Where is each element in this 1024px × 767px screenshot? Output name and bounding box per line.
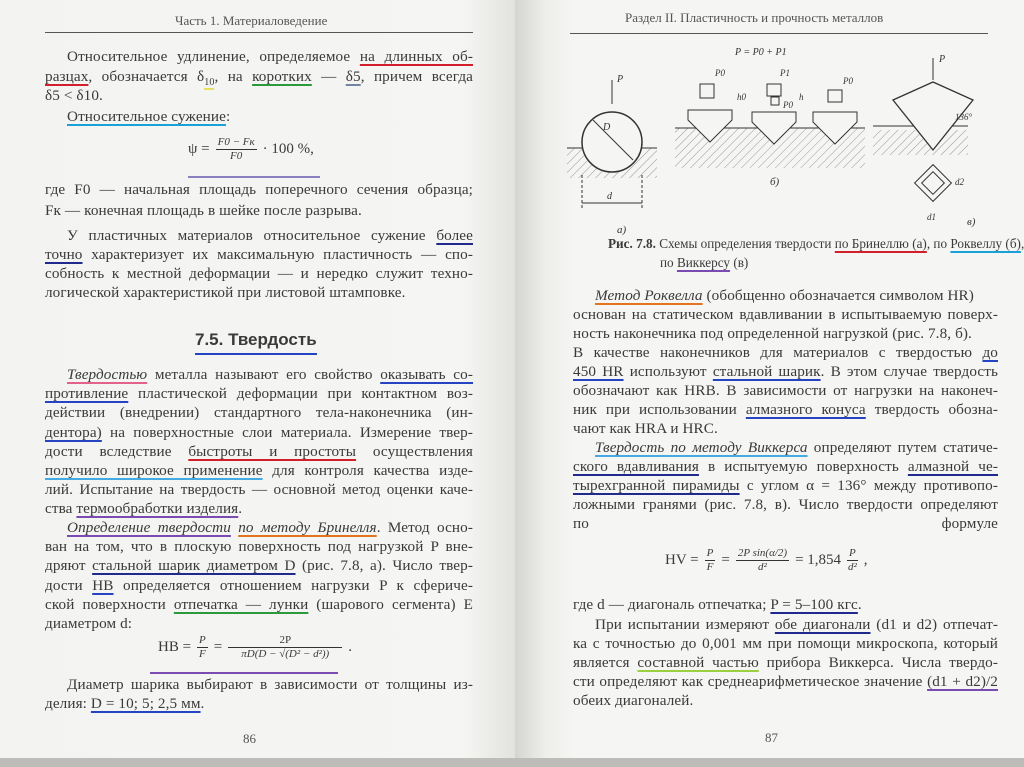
text-run: сти определяют как среднеарифметическое значение	[573, 673, 928, 690]
highlighted-phrase: P = 5–100 кгс	[770, 596, 858, 613]
text-line	[45, 443, 473, 461]
text-run: . В этом случае твердость	[820, 363, 998, 380]
text-run: , обозначается δ	[88, 68, 205, 85]
highlighted-phrase: обе диагонали	[774, 616, 871, 633]
highlighted-phrase: термообработки изделия	[76, 500, 239, 517]
text-line	[573, 692, 693, 710]
text-line	[45, 181, 473, 199]
text-line	[595, 287, 974, 305]
text-run: где d — диагональ отпечатка;	[573, 596, 771, 613]
label-d: d	[607, 191, 612, 202]
text-line	[573, 496, 998, 514]
formula-eq: = 1,854	[795, 552, 842, 568]
text-run: (шарового сегмента) E	[308, 596, 473, 613]
label-D: D	[603, 122, 611, 133]
text-run: ложными гранями (рис. 7.8, в). Число твердости определяют	[573, 496, 998, 513]
scan-edge	[0, 758, 1024, 767]
text-line	[67, 676, 473, 694]
text-run: , причем всегда	[360, 68, 473, 85]
text-run: ник при использовании	[573, 401, 746, 418]
text-line	[573, 458, 998, 476]
text-run: (рис. 7.8, а). Число твер-	[295, 557, 473, 574]
formula-numerator: P	[199, 634, 206, 646]
highlighted-phrase: Виккерсу	[676, 255, 731, 270]
text-run: для контроля качества изде-	[262, 462, 473, 479]
text-run: прибора Виккерса. Числа твердо-	[758, 654, 999, 671]
highlighted-phrase: Определение твердости	[67, 519, 231, 536]
formula-lhs: HB =	[158, 639, 192, 655]
text-line	[45, 424, 473, 442]
highlighted-phrase: на длинных об-	[359, 48, 473, 65]
formula-underline	[150, 672, 338, 674]
formula-numerator: F0 − Fк	[217, 136, 255, 148]
formula-underline	[188, 176, 320, 178]
label-p0: P0	[843, 76, 853, 86]
formula-lhs: ψ =	[188, 141, 210, 157]
text-run: δ5 < δ10.	[45, 87, 103, 104]
section-heading: 7.5. Твердость	[195, 330, 317, 355]
text-run: Рис. 7.8.	[608, 236, 660, 251]
highlighted-phrase: стальной шарик	[712, 363, 821, 380]
text-run: Схемы определения твердости	[659, 236, 835, 251]
text-run: с углом α = 136° между противопо-	[739, 477, 998, 494]
left-page	[0, 0, 515, 760]
text-run: ской поверхности	[45, 596, 174, 613]
text-line	[45, 577, 473, 595]
text-run: ван на том, что в плоскую поверхность под нагрузкой P вне-	[45, 538, 473, 555]
label-p: P	[939, 54, 946, 65]
text-run: лий. Испытание на твердость — основной метод оценки каче-	[45, 481, 473, 498]
label-v: в)	[967, 216, 976, 228]
label-a: а)	[617, 224, 627, 236]
formula-eq: =	[721, 552, 730, 568]
text-run: основан на статическом вдавливании в испытываемую поверх-	[573, 306, 998, 323]
text-run: дости вследствие	[45, 443, 189, 460]
highlighted-phrase: по методу Бринелля	[238, 519, 377, 536]
text-run: где F0 — начальная площадь поперечного сечения образца;	[45, 181, 473, 198]
highlighted-phrase: δ5	[345, 68, 361, 85]
formula-eq: =	[213, 639, 223, 655]
formula-denominator: d²	[758, 561, 767, 573]
formula-hv	[665, 547, 868, 574]
label-d1: d1	[927, 212, 936, 222]
formula-hb	[158, 634, 352, 661]
figure-7-8	[555, 40, 995, 240]
text-run: пластической деформации при контактном воз-	[128, 385, 473, 402]
label-p-sum: P = P0 + P1	[735, 47, 787, 58]
text-line	[45, 87, 103, 105]
text-run: делия:	[45, 695, 91, 712]
text-run: осуществления	[356, 443, 473, 460]
highlighted-phrase: 10	[204, 77, 215, 89]
label-d2: d2	[955, 177, 964, 187]
text-line	[45, 202, 362, 220]
text-line	[573, 401, 998, 419]
highlighted-phrase: до	[982, 344, 998, 361]
text-line	[45, 500, 242, 518]
page-number: 87	[765, 730, 778, 745]
text-run: , по	[926, 236, 951, 251]
text-run: определяется отношением нагрузки P к сфериче-	[113, 577, 473, 594]
highlighted-phrase: составной частью	[637, 654, 759, 671]
highlighted-phrase: алмазного конуса	[745, 401, 866, 418]
formula-psi	[188, 136, 314, 163]
formula-end: ,	[863, 552, 868, 568]
text-run: логической характеристикой при листовой штамповке.	[45, 284, 406, 301]
text-line	[45, 481, 473, 499]
text-run: В качестве наконечников для материалов с твердостью	[573, 344, 983, 361]
highlighted-phrase: коротких	[252, 68, 312, 85]
text-line	[573, 515, 998, 533]
formula-rhs: · 100 %,	[262, 141, 314, 157]
text-line	[608, 236, 1024, 252]
text-run: в испытуемую поверхность	[698, 458, 908, 475]
label-h: h	[799, 92, 804, 102]
formula-denominator: F	[706, 561, 714, 573]
text-line	[573, 306, 998, 324]
header-rule	[570, 33, 988, 34]
highlighted-phrase: тырехгранной пирамиды	[573, 477, 740, 494]
formula-numerator: 2P	[228, 634, 342, 648]
text-run: ка с точностью до 0,001 мм при помощи микроскопа, который	[573, 635, 998, 652]
text-line	[45, 246, 473, 264]
text-run: (обобщенно обозначается символом HR)	[702, 287, 974, 304]
highlighted-phrase: алмазной че-	[907, 458, 999, 475]
highlighted-phrase: противление	[45, 385, 129, 402]
text-line	[45, 557, 473, 575]
highlighted-phrase: быстроты и простоты	[188, 443, 357, 460]
text-run: на поверхностные слои материала. Измерение твер-	[101, 424, 473, 441]
highlighted-phrase: D = 10; 5; 2,5 мм	[90, 695, 201, 712]
text-run: действии (внедрении) стандартного тела-наконечника (ин-	[45, 404, 473, 421]
text-run: дости	[45, 577, 93, 594]
formula-end: .	[348, 639, 352, 655]
text-line	[45, 695, 204, 713]
highlighted-phrase: Относительное сужение	[67, 108, 226, 125]
label-h0: h0	[737, 92, 746, 102]
label-p: P	[617, 74, 624, 85]
text-line	[595, 439, 998, 457]
highlighted-phrase: Метод Роквелла	[595, 287, 703, 304]
highlighted-phrase: Роквеллу (б)	[950, 236, 1021, 251]
text-run: , на	[214, 68, 253, 85]
label-angle: 136°	[955, 112, 973, 122]
formula-lhs: HV =	[665, 552, 699, 568]
text-line	[595, 616, 998, 634]
highlighted-phrase: разцах	[45, 68, 89, 85]
text-line	[45, 462, 473, 480]
formula-numerator: P	[849, 547, 856, 559]
text-line	[67, 366, 473, 384]
text-run: . Метод осно-	[376, 519, 473, 536]
text-line	[45, 385, 473, 403]
text-run: характеризует их максимальную пластичность — спо-	[82, 246, 473, 263]
page-number: 86	[243, 731, 256, 746]
text-run: ,	[1020, 236, 1024, 251]
text-line	[67, 227, 473, 245]
label-p1: P1	[780, 68, 790, 78]
highlighted-phrase: по Бринеллю (а)	[834, 236, 927, 251]
highlighted-phrase: оказывать со-	[380, 366, 474, 383]
text-line	[573, 325, 972, 343]
text-line	[573, 596, 862, 614]
text-run: При испытании измеряют	[595, 616, 775, 633]
text-line	[67, 48, 473, 66]
highlighted-phrase: точно	[45, 246, 83, 263]
text-run: (d1 и d2) отпечат-	[870, 616, 999, 633]
highlighted-phrase: более	[436, 227, 473, 244]
text-run: (в)	[730, 255, 749, 270]
formula-numerator: 2P sin(α/2)	[737, 547, 788, 559]
formula-denominator: F	[199, 648, 206, 660]
text-run: по	[660, 255, 677, 270]
highlighted-phrase: НВ	[92, 577, 114, 594]
text-run: определяют путем статиче-	[807, 439, 998, 456]
text-run: Диаметр шарика выбирают в зависимости от толщины из-	[67, 676, 473, 693]
text-run: дряют	[45, 557, 93, 574]
highlighted-phrase: отпечатка — лунки	[173, 596, 309, 613]
text-line	[67, 108, 230, 126]
highlighted-phrase: получило широкое применение	[45, 462, 263, 479]
text-line	[573, 477, 998, 495]
text-line	[573, 420, 718, 438]
text-line	[573, 635, 998, 653]
running-header: Часть 1. Материаловедение	[175, 13, 328, 28]
text-run: .	[200, 695, 205, 712]
text-run: обеих диагоналей.	[573, 692, 694, 709]
text-run: собность к местной деформации — и нередко служит техно-	[45, 265, 473, 282]
text-line	[573, 344, 998, 362]
text-run: металла называют его свойство	[147, 366, 381, 383]
text-line	[660, 255, 748, 271]
text-run: твердость обозна-	[865, 401, 998, 418]
text-run: Fк — конечная площадь в шейке после разрыва.	[45, 202, 362, 219]
text-line	[573, 673, 998, 691]
header-rule	[45, 32, 473, 33]
highlighted-phrase: ского вдавливания	[573, 458, 699, 475]
text-line	[67, 519, 473, 537]
text-run: Относительное удлинение, определяемое	[67, 48, 360, 65]
text-run: :	[225, 108, 231, 125]
text-run: диаметром d:	[45, 615, 133, 632]
highlighted-phrase: дентора)	[45, 424, 102, 441]
text-run: ность наконечника под определенной нагрузкой (рис. 7.8, б).	[573, 325, 972, 342]
text-line	[45, 265, 473, 283]
highlighted-phrase: Твердость по методу Виккерса	[595, 439, 808, 456]
right-page	[515, 0, 1024, 760]
text-run: является	[573, 654, 638, 671]
text-line	[45, 404, 473, 422]
text-line	[45, 68, 473, 88]
text-run: по формуле	[573, 515, 998, 532]
label-p0: P0	[715, 68, 725, 78]
formula-denominator: πD(D − √(D² − d²))	[241, 648, 330, 660]
text-line	[573, 382, 998, 400]
text-run: ства	[45, 500, 77, 517]
highlighted-phrase: Твердостью	[67, 366, 148, 383]
highlighted-phrase: (d1 + d2)/2	[927, 673, 999, 690]
running-header: Раздел II. Пластичность и прочность металлов	[625, 10, 884, 25]
text-run: У пластичных материалов относительное сужение	[67, 227, 437, 244]
label-p0: P0	[783, 100, 793, 110]
text-run: чают как HRA и HRC.	[573, 420, 718, 437]
text-run: .	[238, 500, 243, 517]
text-line	[573, 654, 998, 672]
text-run: используют	[623, 363, 713, 380]
text-line	[45, 284, 406, 302]
formula-denominator: F0	[230, 150, 243, 162]
text-run: .	[857, 596, 862, 613]
highlighted-phrase: 450 HR	[573, 363, 624, 380]
text-run: обозначают как HRB. В зависимости от нагрузки на наконеч-	[573, 382, 998, 399]
formula-numerator: P	[706, 547, 714, 559]
formula-denominator: d²	[848, 561, 857, 573]
highlighted-phrase: стальной шарик диаметром D	[92, 557, 296, 574]
text-line	[45, 538, 473, 556]
text-line	[45, 615, 132, 633]
text-line	[45, 596, 473, 614]
text-line	[573, 363, 998, 381]
text-run: —	[311, 68, 346, 85]
label-b: б)	[770, 176, 780, 188]
